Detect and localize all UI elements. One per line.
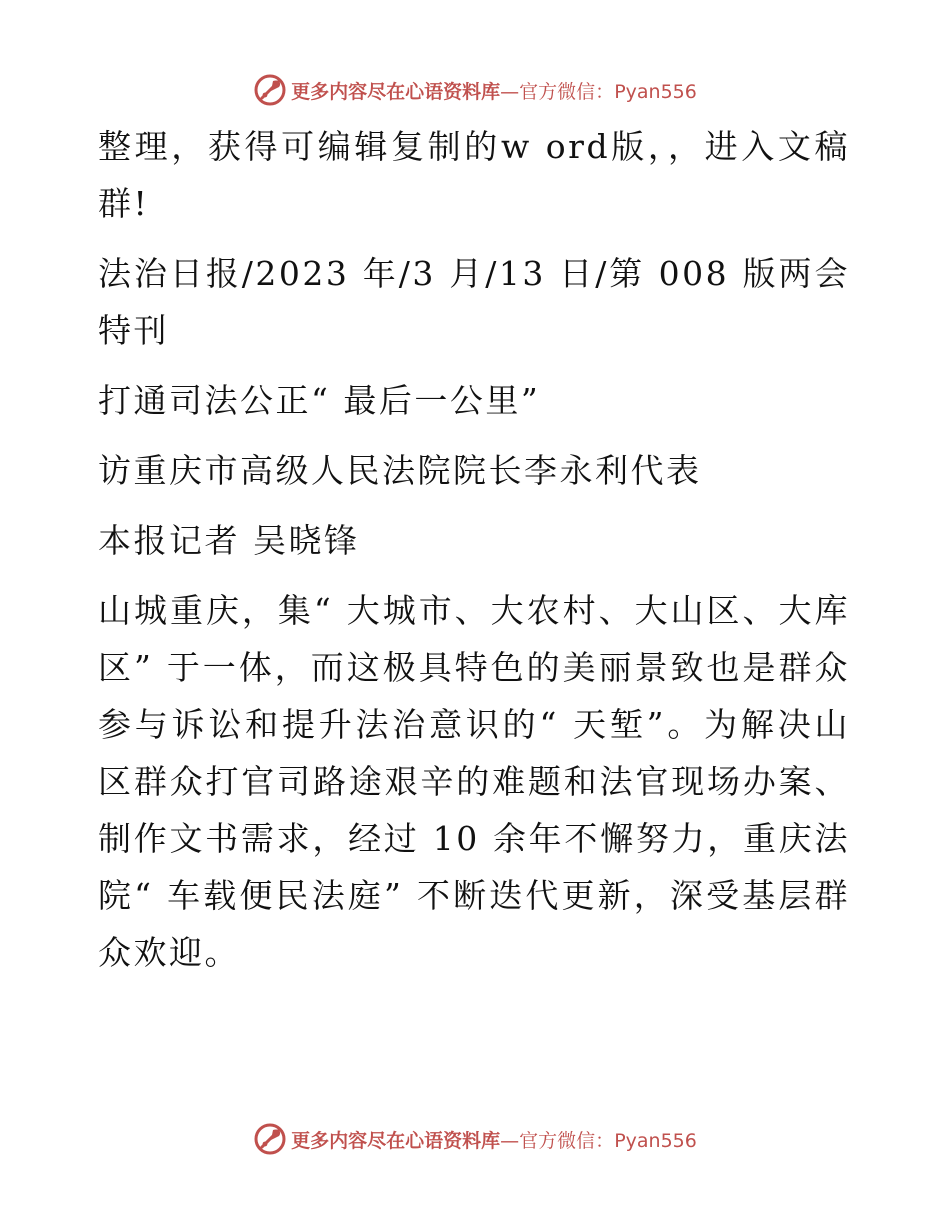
article-byline: 本报记者 吴晓锋 xyxy=(98,521,360,560)
header-watermark xyxy=(0,70,950,110)
footer-watermark xyxy=(0,1119,950,1159)
quill-pen-logo-icon xyxy=(253,1122,287,1156)
watermark-id: Pyan556 xyxy=(614,1129,697,1152)
quill-pen-logo-icon xyxy=(253,73,287,107)
article-subtitle: 访重庆市高级人民法院院长李永利代表 xyxy=(98,451,702,490)
paragraph-source: 法治日报/2023 年/3 月/13 日/第 008 版两会特刊 xyxy=(98,254,850,350)
paragraph-intro: 整理，获得可编辑复制的w ord版，，进入文稿群! xyxy=(98,127,850,223)
watermark-text xyxy=(291,1126,697,1153)
paragraph-body: 山城重庆，集“ 大城市、大农村、大山区、大库区” 于一体，而这极具特色的美丽景致也是群众参与诉讼和提升法治意识的“ 天堑”。为解决山区群众打官司路途艰辛的难题和法官现场办案、制作文书需求，经过 10 余年不懈努力，重庆法院“ 车载便民法庭” 不断迭代更新，深受基层群众欢迎。 xyxy=(98,591,850,972)
article-title: 打通司法公正“ 最后一公里” xyxy=(98,381,541,420)
watermark-main: 更多内容尽在心语资料库 xyxy=(291,80,501,103)
watermark-text xyxy=(291,77,697,104)
watermark-id: Pyan556 xyxy=(614,80,697,103)
watermark-separator: — xyxy=(500,1129,520,1152)
watermark-separator: — xyxy=(500,80,520,103)
watermark-label: 官方微信： xyxy=(519,1129,615,1152)
watermark-main: 更多内容尽在心语资料库 xyxy=(291,1129,501,1152)
document-body xyxy=(98,118,850,994)
watermark-label: 官方微信： xyxy=(519,80,615,103)
